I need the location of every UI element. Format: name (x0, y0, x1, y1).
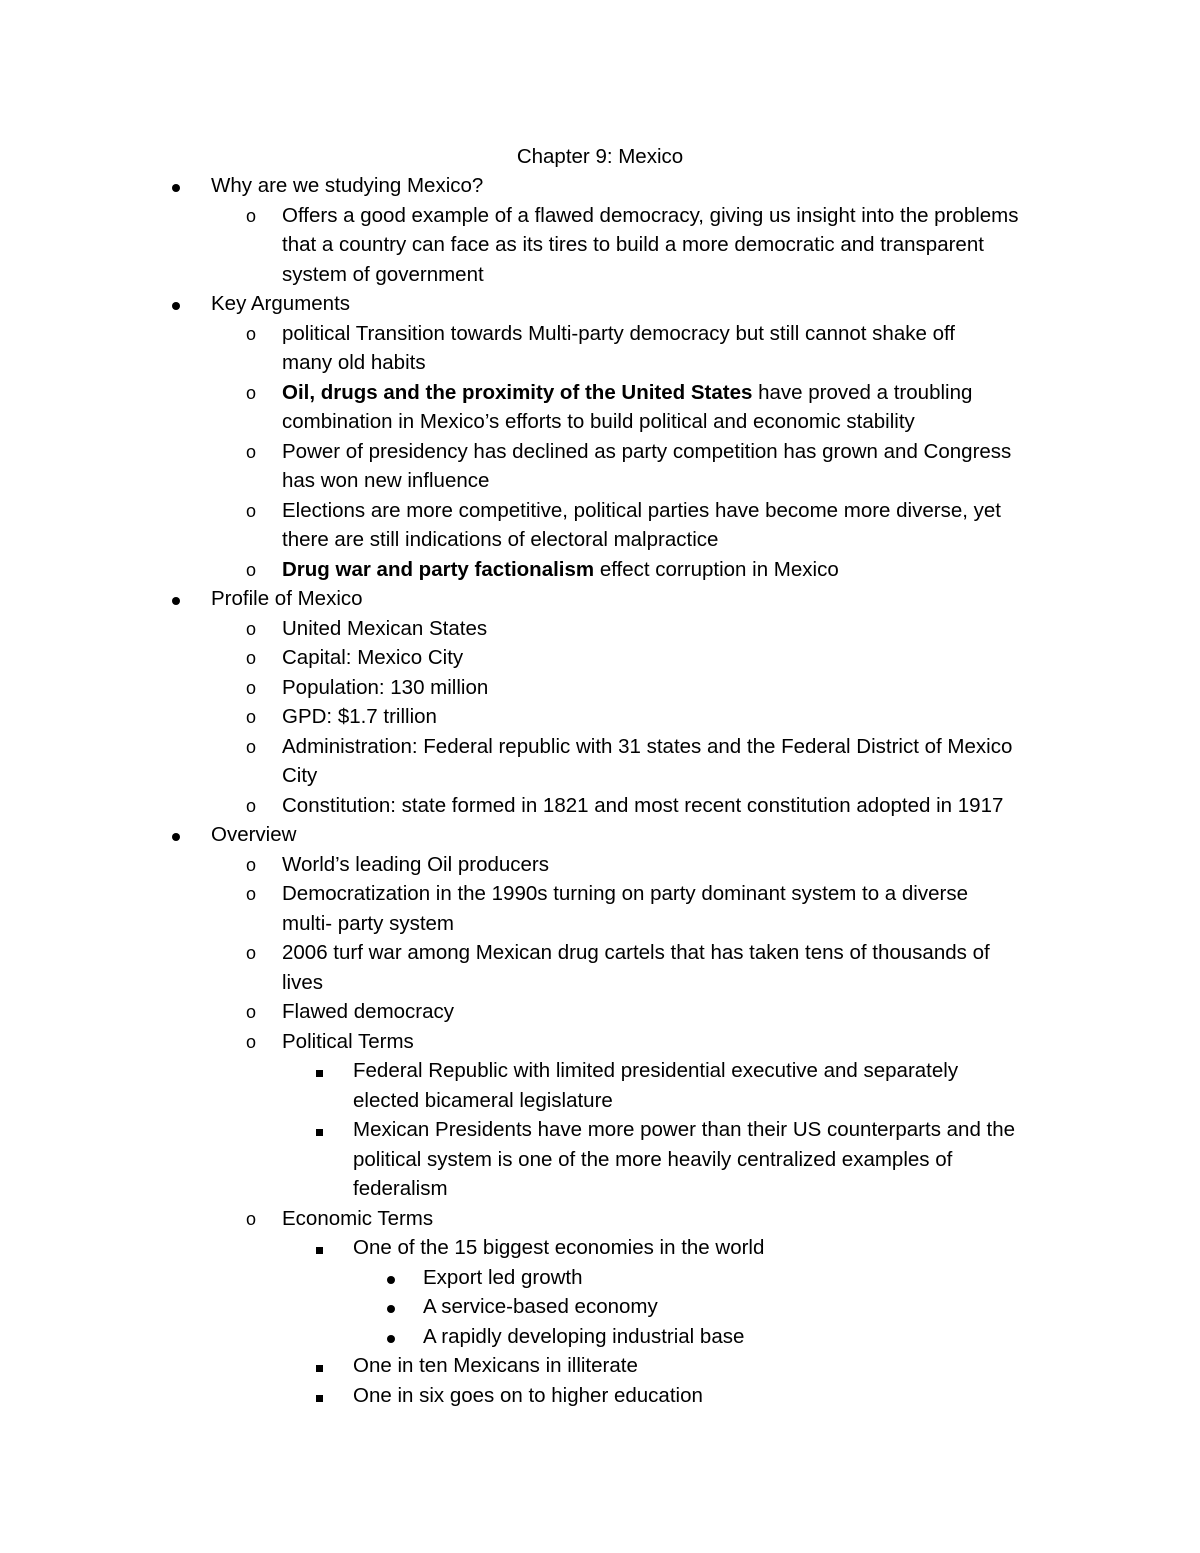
bullet-dot-icon (387, 1292, 395, 1322)
item-text: One in ten Mexicans in illiterate (353, 1354, 638, 1377)
list-item-continued (0, 230, 1200, 260)
bullet-overview (0, 820, 1200, 850)
item-text: City (282, 764, 318, 787)
item-text: many old habits (282, 351, 426, 374)
circle-bullet-icon: o (246, 677, 257, 698)
circle-bullet-icon: o (246, 1208, 257, 1229)
item-text: federalism (353, 1177, 448, 1200)
list-item-continued (0, 761, 1200, 791)
item-text: One in six goes on to higher education (353, 1383, 703, 1407)
circle-bullet-icon: o (246, 559, 257, 580)
circle-bullet-icon: o (246, 648, 257, 668)
item-text: has won new influence (282, 469, 490, 492)
sub-list-item-continued (0, 1086, 1200, 1116)
item-text: there are still indications of electoral malpractice (282, 528, 719, 551)
sub-list-item (0, 1115, 1200, 1145)
bullet-profile (0, 584, 1200, 614)
sub-list-item (0, 1056, 1200, 1086)
item-text: Administration: Federal republic with 31 states and the Federal District of Mexico (282, 734, 1013, 758)
item-text: One of the 15 biggest economies in the world (353, 1236, 765, 1259)
circle-bullet-icon: o (246, 323, 257, 344)
bullet-dot-icon (172, 820, 180, 850)
item-text: system of government (282, 262, 484, 286)
bullet-why (0, 171, 1200, 201)
list-item (0, 319, 1200, 349)
item-text: lives (282, 970, 324, 994)
list-item (0, 496, 1200, 526)
list-item (0, 614, 1200, 644)
bold-text: Drug war and party factionalism (282, 557, 595, 581)
list-item (0, 997, 1200, 1027)
list-item-continued (0, 968, 1200, 998)
item-text: Power of presidency has declined as party competition has grown and Congress (282, 439, 1012, 463)
item-text: combination in Mexico’s efforts to build political and economic stability (282, 410, 915, 433)
item-text: Economic Terms (282, 1206, 434, 1230)
circle-bullet-icon: o (246, 1031, 257, 1052)
circle-bullet-icon: o (246, 1002, 257, 1022)
item-text: United Mexican States (282, 616, 488, 640)
sub-list-item (0, 1381, 1200, 1411)
item-text: World’s leading Oil producers (282, 852, 550, 876)
circle-bullet-icon: o (246, 943, 257, 963)
item-text: A rapidly developing industrial base (423, 1324, 745, 1348)
item-text: Offers a good example of a flawed democracy, giving us insight into the problems (282, 203, 1019, 227)
list-item (0, 555, 1200, 585)
item-text: Flawed democracy (282, 1000, 455, 1023)
list-item-continued (0, 909, 1200, 939)
list-item (0, 378, 1200, 408)
page-title: Chapter 9: Mexico (516, 145, 684, 168)
list-item (0, 702, 1200, 732)
list-item (0, 673, 1200, 703)
bullet-text: Profile of Mexico (211, 587, 363, 610)
circle-bullet-icon: o (246, 618, 257, 639)
bold-text: Oil, drugs and the proximity of the United States (282, 380, 753, 404)
item-text: elected bicameral legislature (353, 1088, 613, 1112)
bullet-dot-icon (172, 171, 180, 201)
square-bullet-icon (316, 1351, 323, 1381)
bullet-text: Overview (211, 823, 297, 846)
bullet-key-arguments (0, 289, 1200, 319)
bullet-text: Key Arguments (211, 292, 351, 315)
item-text: political Transition towards Multi-party democracy but still cannot shake off (282, 321, 956, 345)
item-text: Capital: Mexico City (282, 646, 464, 669)
item-text: Federal Republic with limited presidential executive and separately (353, 1059, 959, 1082)
sub-sub-list-item (0, 1263, 1200, 1293)
item-text: Constitution: state formed in 1821 and most recent constitution adopted in 1917 (282, 793, 1004, 817)
sub-list-item (0, 1351, 1200, 1381)
square-bullet-icon (316, 1381, 323, 1411)
list-item-continued (0, 348, 1200, 378)
list-item-economic-terms (0, 1204, 1200, 1234)
list-item-continued (0, 466, 1200, 496)
circle-bullet-icon: o (246, 707, 257, 727)
sub-sub-list-item (0, 1322, 1200, 1352)
bullet-dot-icon (387, 1322, 395, 1352)
list-item-continued (0, 260, 1200, 290)
square-bullet-icon (316, 1115, 323, 1145)
list-item-continued (0, 525, 1200, 555)
item-text: Population: 130 million (282, 675, 489, 699)
item-text: political system is one of the more heavily centralized examples of (353, 1147, 953, 1171)
list-item (0, 850, 1200, 880)
list-item-political-terms (0, 1027, 1200, 1057)
circle-bullet-icon: o (246, 884, 257, 904)
bullet-dot-icon (387, 1263, 395, 1293)
list-item (0, 643, 1200, 673)
square-bullet-icon (316, 1056, 323, 1086)
item-text: Export led growth (423, 1265, 583, 1289)
item-text: GPD: $1.7 trillion (282, 705, 437, 728)
circle-bullet-icon: o (246, 500, 257, 521)
list-item (0, 201, 1200, 231)
list-item (0, 732, 1200, 762)
item-text: 2006 turf war among Mexican drug cartels that has taken tens of thousands of (282, 941, 990, 964)
item-text: Democratization in the 1990s turning on party dominant system to a diverse (282, 882, 968, 905)
item-text: Mexican Presidents have more power than their US counterparts and the (353, 1118, 1016, 1141)
item-text: have proved a troubling (752, 380, 973, 404)
item-text: that a country can face as its tires to build a more democratic and transparent (282, 233, 984, 256)
bullet-dot-icon (172, 289, 180, 319)
circle-bullet-icon: o (246, 736, 257, 757)
circle-bullet-icon: o (246, 441, 257, 462)
list-item (0, 437, 1200, 467)
circle-bullet-icon: o (246, 382, 257, 403)
sub-list-item-continued (0, 1174, 1200, 1204)
item-text: A service-based economy (423, 1295, 658, 1318)
list-item (0, 879, 1200, 909)
item-text: effect corruption in Mexico (594, 557, 839, 581)
item-text: Elections are more competitive, political parties have become more diverse, yet (282, 498, 1001, 522)
document-body (0, 171, 1200, 1410)
bullet-text: Why are we studying Mexico? (211, 174, 484, 197)
sub-list-item-continued (0, 1145, 1200, 1175)
circle-bullet-icon: o (246, 795, 257, 816)
list-item (0, 791, 1200, 821)
item-text: Political Terms (282, 1029, 414, 1053)
sub-sub-list-item (0, 1292, 1200, 1322)
item-text: multi- party system (282, 911, 454, 935)
square-bullet-icon (316, 1233, 323, 1263)
circle-bullet-icon: o (246, 205, 257, 226)
bullet-dot-icon (172, 584, 180, 614)
list-item (0, 938, 1200, 968)
list-item-continued (0, 407, 1200, 437)
circle-bullet-icon: o (246, 854, 257, 875)
sub-list-item (0, 1233, 1200, 1263)
